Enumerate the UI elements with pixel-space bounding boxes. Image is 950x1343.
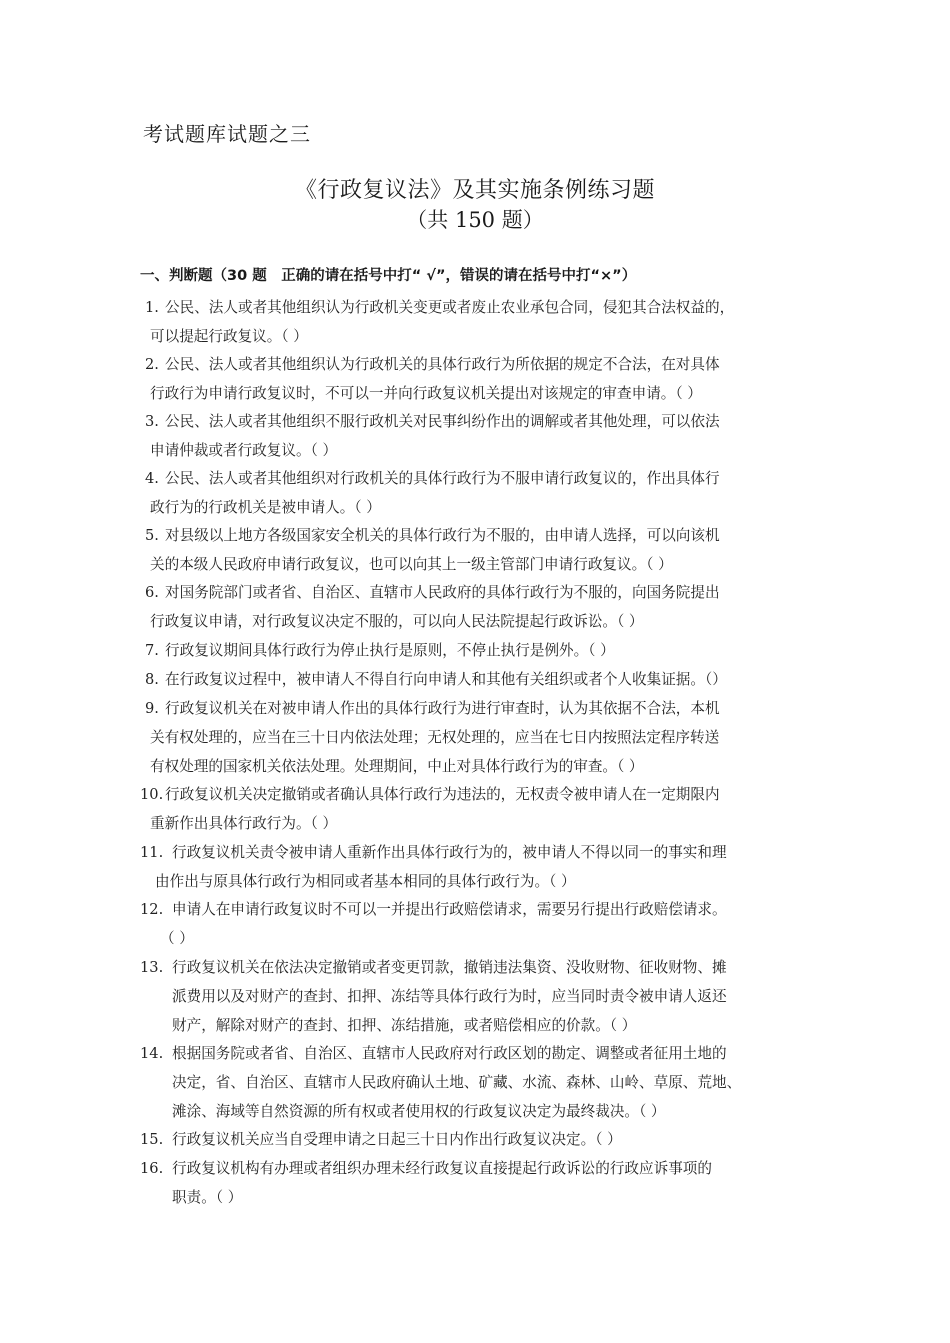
question-text-line: 申请仲裁或者行政复议。（ ）	[150, 442, 338, 459]
question-number: 13.	[140, 959, 164, 976]
question-text-line: 申请人在申请行政复议时不可以一并提出行政赔偿请求，需要另行提出行政赔偿请求。	[172, 901, 727, 918]
question-text-line: 滩涂、海域等自然资源的所有权或者使用权的行政复议决定为最终裁决。（ ）	[172, 1103, 666, 1120]
question-number: 7.	[145, 642, 159, 659]
question-text-line: 政行为的行政机关是被申请人。（ ）	[150, 499, 381, 516]
question-text-line: 公民、法人或者其他组织不服行政机关对民事纠纷作出的调解或者其他处理，可以依法	[165, 413, 720, 430]
question-text-line: 关的本级人民政府申请行政复议，也可以向其上一级主管部门申请行政复议。（ ）	[150, 556, 673, 573]
question-text-line: 职责。（ ）	[172, 1189, 243, 1206]
question-number: 3.	[145, 413, 159, 430]
question-text-line: 财产，解除对财产的查封、扣押、冻结措施，或者赔偿相应的价款。（ ）	[172, 1017, 637, 1034]
question-text-line: 派费用以及对财产的查封、扣押、冻结等具体行政行为时，应当同时责令被申请人返还	[172, 988, 727, 1005]
document-subtitle: （共 150 题）	[406, 208, 544, 232]
question-number: 5.	[145, 527, 159, 544]
question-text-line: 对县级以上地方各级国家安全机关的具体行政行为不服的，由申请人选择，可以向该机	[165, 527, 720, 544]
question-text-line: 公民、法人或者其他组织对行政机关的具体行政行为不服申请行政复议的，作出具体行	[165, 470, 720, 487]
document-header: 考试题库试题之三	[143, 122, 311, 146]
question-text-line: 可以提起行政复议。（ ）	[150, 328, 308, 345]
question-number: 12.	[140, 901, 164, 918]
question-number: 11.	[140, 844, 164, 861]
question-text-line: 公民、法人或者其他组织认为行政机关变更或者废止农业承包合同，侵犯其合法权益的，	[165, 299, 735, 316]
question-text-line: 行政复议机关在依法决定撤销或者变更罚款，撤销违法集资、没收财物、征收财物、摊	[172, 959, 727, 976]
question-number: 14.	[140, 1045, 164, 1062]
question-text-line: 根据国务院或者省、自治区、直辖市人民政府对行政区划的勘定、调整或者征用土地的	[172, 1045, 727, 1062]
question-number: 2.	[145, 356, 159, 373]
question-number: 9.	[145, 700, 159, 717]
question-text-line: 行政复议机关决定撤销或者确认具体行政行为违法的，无权责令被申请人在一定期限内	[165, 786, 720, 803]
question-text-line: 行政复议机构有办理或者组织办理未经行政复议直接提起行政诉讼的行政应诉事项的	[172, 1160, 712, 1177]
question-number: 6.	[145, 584, 159, 601]
question-number: 1.	[145, 299, 159, 316]
question-text-line: 行政复议申请，对行政复议决定不服的，可以向人民法院提起行政诉讼。（ ）	[150, 613, 644, 630]
question-text-line: 关有权处理的，应当在三十日内依法处理；无权处理的，应当在七日内按照法定程序转送	[150, 729, 720, 746]
question-text-line: 行政复议机关责令被申请人重新作出具体行政行为的，被申请人不得以同一的事实和理	[172, 844, 727, 861]
document-title: 《行政复议法》及其实施条例练习题	[294, 178, 655, 203]
question-number: 4.	[145, 470, 159, 487]
question-text-line: 行政复议期间具体行政行为停止执行是原则，不停止执行是例外。（ ）	[165, 642, 615, 659]
question-number: 10.	[140, 786, 164, 803]
question-text-line: 行政复议机关在对被申请人作出的具体行政行为进行审查时，认为其依据不合法，本机	[165, 700, 720, 717]
question-text-line: 在行政复议过程中，被申请人不得自行向申请人和其他有关组织或者个人收集证据。（）	[165, 671, 727, 688]
question-number: 16.	[140, 1160, 164, 1177]
question-text-line: 有权处理的国家机关依法处理。处理期间，中止对具体行政行为的审查。（ ）	[150, 758, 644, 775]
question-text-line: 对国务院部门或者省、自治区、直辖市人民政府的具体行政行为不服的，向国务院提出	[165, 584, 720, 601]
question-text-line: 由作出与原具体行政行为相同或者基本相同的具体行政行为。（ ）	[155, 873, 576, 890]
question-text-line: 行政行为申请行政复议时，不可以一并向行政复议机关提出对该规定的审查申请。（ ）	[150, 385, 702, 402]
question-number: 15.	[140, 1131, 164, 1148]
question-text-line: 行政复议机关应当自受理申请之日起三十日内作出行政复议决定。（ ）	[172, 1131, 622, 1148]
question-text-line: 公民、法人或者其他组织认为行政机关的具体行政行为所依据的规定不合法，在对具体	[165, 356, 720, 373]
question-number: 8.	[145, 671, 159, 688]
question-text-line: （ ）	[160, 930, 194, 947]
question-text-line: 重新作出具体行政行为。（ ）	[150, 815, 338, 832]
section-heading: 一、判断题（30 题 正确的请在括号中打“ √”，错误的请在括号中打“×”）	[140, 268, 637, 284]
question-text-line: 决定，省、自治区、直辖市人民政府确认土地、矿藏、水流、森林、山岭、草原、荒地、	[172, 1074, 742, 1091]
